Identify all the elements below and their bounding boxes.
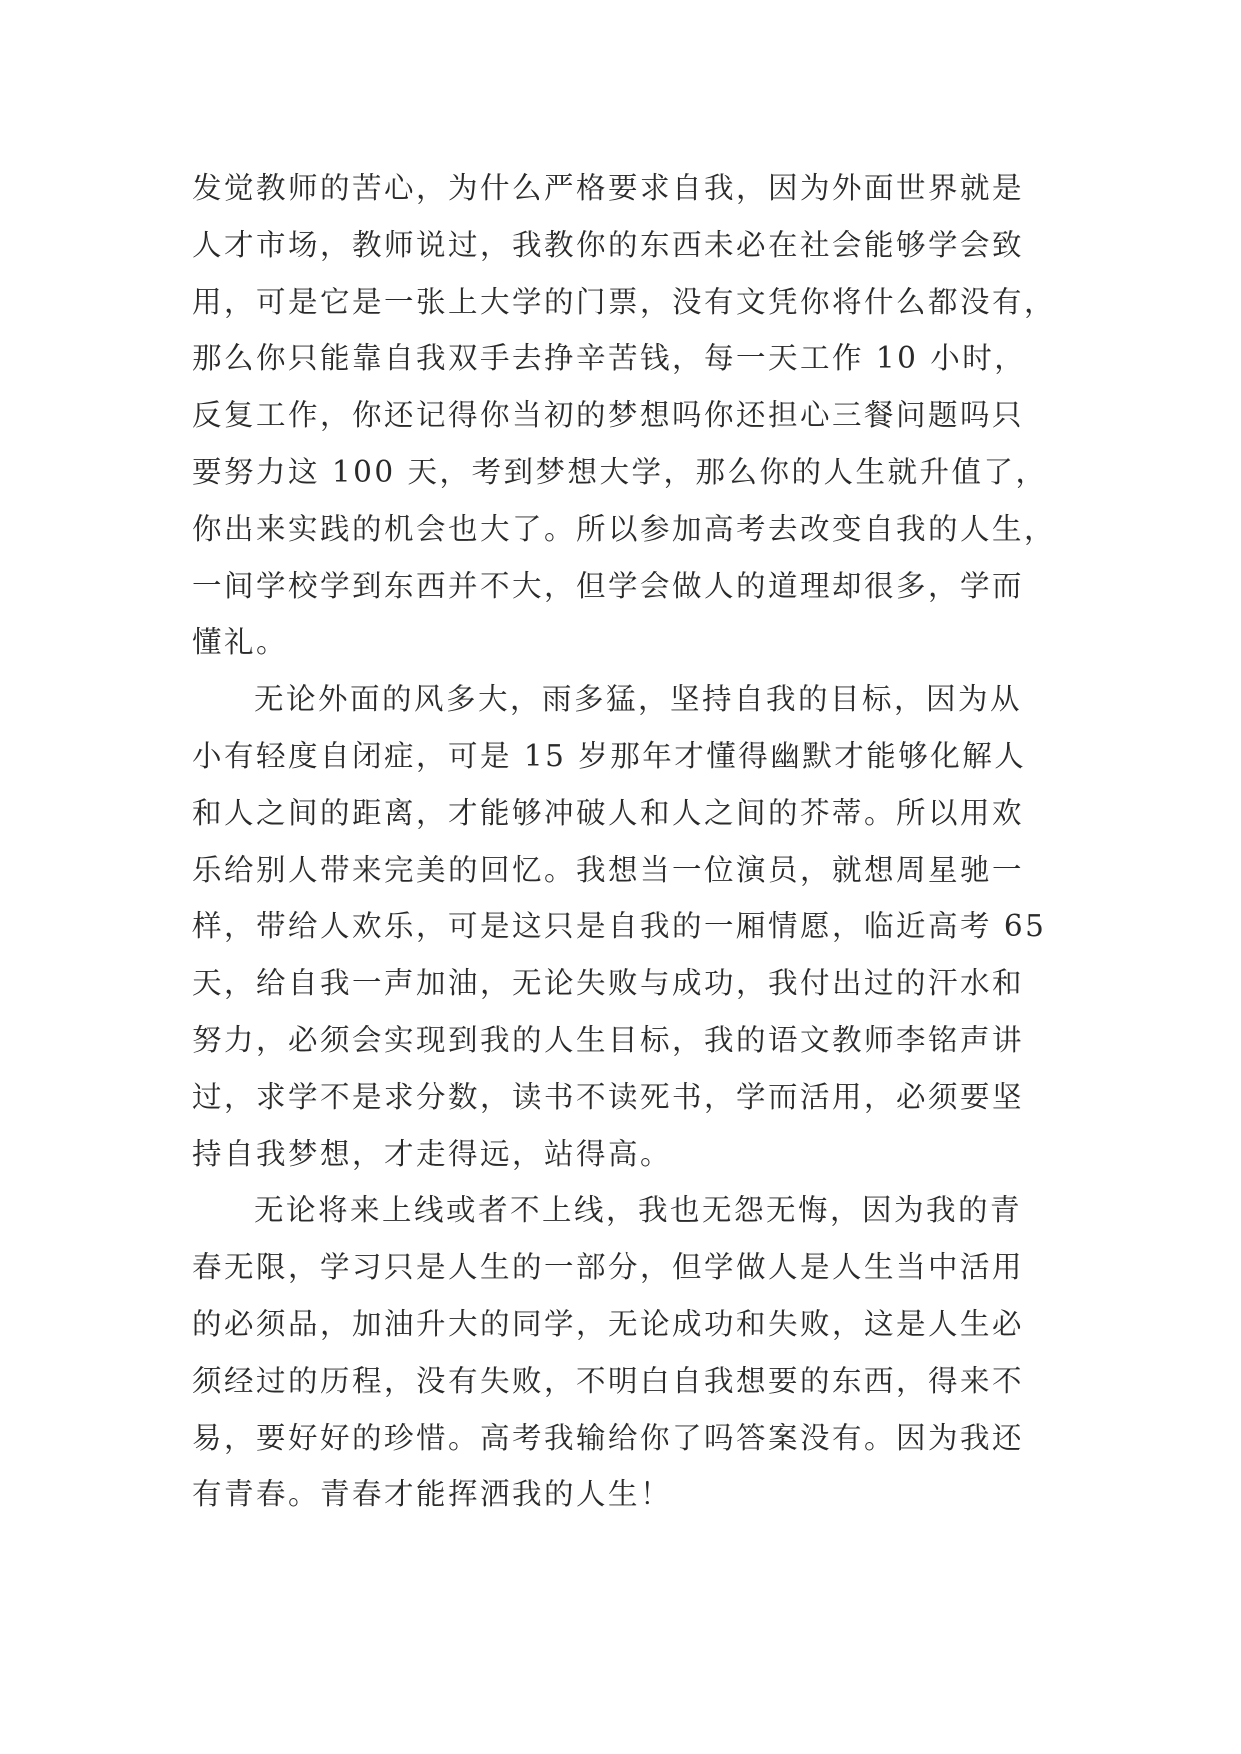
text-line: 的必须品，加油升大的同学，无论成功和失败，这是人生必	[192, 1306, 1025, 1341]
text-line: 天，给自我一声加油，无论失败与成功，我付出过的汗水和	[192, 966, 1025, 1001]
text-line: 有青春。青春才能挥洒我的人生！	[192, 1477, 673, 1512]
text-line: 懂礼。	[192, 625, 289, 660]
text-line: 要努力这 100 天，考到梦想大学，那么你的人生就升值了，	[192, 454, 1048, 489]
document-body	[192, 160, 1060, 1523]
text-line: 那么你只能靠自我双手去挣辛苦钱，每一天工作 10 小时，	[192, 341, 1027, 376]
text-line: 样，带给人欢乐，可是这只是自我的一厢情愿，临近高考 65	[192, 909, 1047, 944]
text-line: 人才市场，教师说过，我教你的东西未必在社会能够学会致	[192, 227, 1025, 262]
text-line: 须经过的历程，没有失败，不明白自我想要的东西，得来不	[192, 1363, 1025, 1398]
text-line: 努力，必须会实现到我的人生目标，我的语文教师李铭声讲	[192, 1022, 1025, 1057]
text-line: 持自我梦想，才走得远，站得高。	[192, 1136, 673, 1171]
text-line: 易，要好好的珍惜。高考我输给你了吗答案没有。因为我还	[192, 1420, 1025, 1455]
text-line: 春无限，学习只是人生的一部分，但学做人是人生当中活用	[192, 1250, 1025, 1285]
text-line: 乐给别人带来完美的回忆。我想当一位演员，就想周星驰一	[192, 852, 1025, 887]
text-line: 和人之间的距离，才能够冲破人和人之间的芥蒂。所以用欢	[192, 795, 1025, 830]
text-line: 你出来实践的机会也大了。所以参加高考去改变自我的人生，	[192, 511, 1057, 546]
text-line: 用，可是它是一张上大学的门票，没有文凭你将什么都没有，	[192, 284, 1057, 319]
text-line: 无论将来上线或者不上线，我也无怨无悔，因为我的青	[254, 1193, 1023, 1228]
text-line: 反复工作，你还记得你当初的梦想吗你还担心三餐问题吗只	[192, 398, 1025, 433]
paragraph-1	[192, 160, 1060, 671]
text-line: 过，求学不是求分数，读书不读死书，学而活用，必须要坚	[192, 1079, 1025, 1114]
paragraph-3	[192, 1182, 1060, 1523]
text-line: 小有轻度自闭症，可是 15 岁那年才懂得幽默才能够化解人	[192, 738, 1027, 773]
paragraph-2	[192, 671, 1060, 1182]
text-line: 一间学校学到东西并不大，但学会做人的道理却很多，学而	[192, 568, 1025, 603]
text-line: 发觉教师的苦心，为什么严格要求自我，因为外面世界就是	[192, 171, 1025, 205]
text-line: 无论外面的风多大，雨多猛，坚持自我的目标，因为从	[254, 682, 1023, 717]
